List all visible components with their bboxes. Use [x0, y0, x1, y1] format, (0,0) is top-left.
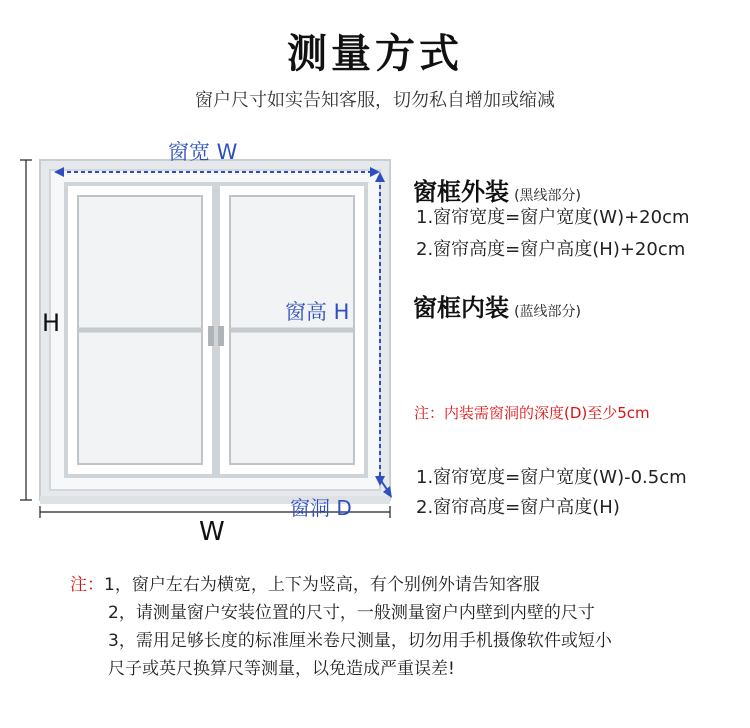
- inner-mount-heading: [413, 288, 581, 323]
- outer-width-formula: 1.窗帘宽度=窗户宽度(W)+20cm: [416, 207, 690, 228]
- outer-width-label: W: [199, 517, 225, 547]
- inner-mount-note: (蓝线部分): [514, 304, 582, 320]
- outer-height-formula: 2.窗帘高度=窗户高度(H)+20cm: [416, 239, 686, 260]
- page-title: 测量方式: [287, 31, 463, 77]
- outer-mount-note: (黑线部分): [514, 188, 582, 204]
- notes-block: [70, 571, 612, 683]
- page-subtitle: 窗户尺寸如实告知客服，切勿私自增加或缩减: [195, 90, 555, 111]
- inner-height-label: 窗高 H: [285, 300, 350, 324]
- outer-height-label: H: [42, 309, 61, 337]
- note-line-3: 3，需用足够长度的标准厘米卷尺测量，切勿用手机摄像软件或短小: [108, 631, 612, 651]
- outer-mount-title: 窗框外装: [413, 178, 509, 206]
- inner-width-formula: 1.窗帘宽度=窗户宽度(W)-0.5cm: [416, 467, 687, 488]
- depth-label: 窗洞 D: [290, 496, 352, 520]
- note-line-4: 尺子或英尺换算尺等测量，以免造成严重误差!: [108, 659, 455, 679]
- note-line-2: 2，请测量窗户安装位置的尺寸，一般测量窗户内壁到内壁的尺寸: [108, 603, 595, 623]
- note-lead: 注：: [70, 575, 104, 595]
- outer-mount-heading: [413, 172, 581, 207]
- inner-height-formula: 2.窗帘高度=窗户高度(H): [416, 497, 620, 518]
- depth-requirement-note: 注：内装需窗洞的深度(D)至少5cm: [414, 404, 650, 422]
- inner-mount-title: 窗框内装: [413, 294, 509, 322]
- handle-icon: [208, 326, 214, 346]
- width-label: 窗宽 W: [168, 140, 238, 164]
- note-line-1: 注：1，窗户左右为横宽，上下为竖高，有个别例外请告知客服: [70, 575, 540, 595]
